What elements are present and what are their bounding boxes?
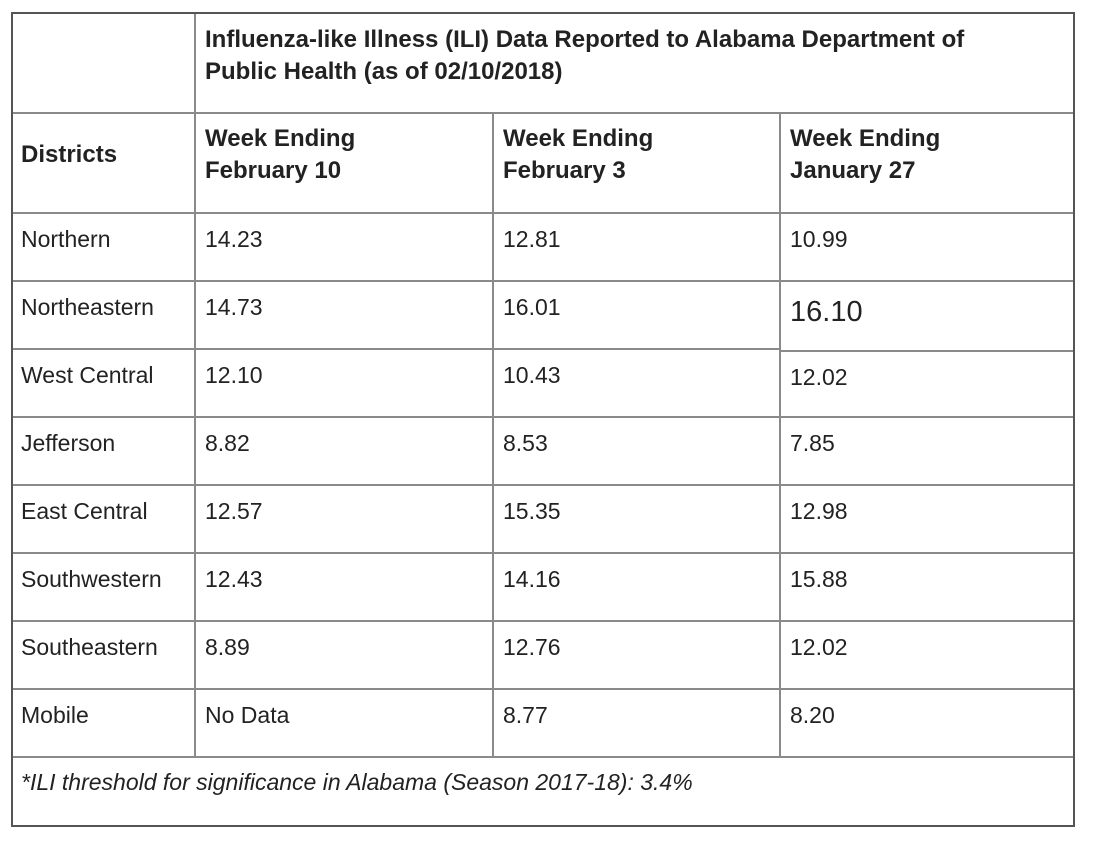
table-cell: 8.77 [503,702,548,728]
row-divider [13,112,195,114]
row-divider [13,416,1073,418]
table-cell: 15.35 [503,498,561,524]
row-divider [195,112,1073,114]
district-name-mobile: Mobile [21,702,89,728]
district-name-west-central: West Central [21,362,154,388]
district-name-jefferson: Jefferson [21,430,116,456]
table-cell: 12.02 [790,364,848,390]
column-divider [492,114,494,756]
column-header-jan27 [790,123,940,187]
column-header-line-2: February 10 [205,157,342,184]
table-cell: No Data [205,702,290,728]
row-divider [13,348,780,350]
table-cell: 12.98 [790,498,848,524]
table-cell: 12.76 [503,634,561,660]
table-cell: 14.16 [503,566,561,592]
row-divider [13,212,1073,214]
district-name-southwestern: Southwestern [21,566,162,592]
row-divider [13,280,1073,282]
column-header-feb10 [205,123,355,187]
row-divider [13,484,1073,486]
column-header-line-1: Week Ending [205,125,356,152]
table-cell: 10.99 [790,226,848,252]
row-divider [13,756,1073,758]
district-name-east-central: East Central [21,498,148,524]
districts-header: Districts [21,141,118,168]
row-divider [780,350,1073,352]
column-header-feb3 [503,123,653,187]
table-title [205,24,964,88]
column-header-line-1: Week Ending [503,125,654,152]
column-header-line-2: February 3 [503,157,626,184]
table-cell: 12.57 [205,498,263,524]
row-divider [13,552,1073,554]
table-cell: 16.01 [503,294,561,320]
column-header-line-2: January 27 [790,157,916,184]
table-cell: 14.73 [205,294,263,320]
table-cell: 15.88 [790,566,848,592]
district-name-southeastern: Southeastern [21,634,158,660]
table-title-line-1: Influenza-like Illness (ILI) Data Reported to Alabama Department of [205,26,965,53]
column-divider [779,114,781,756]
row-divider [13,688,1073,690]
row-divider [13,620,1073,622]
table-title-line-2: Public Health (as of 02/10/2018) [205,58,563,85]
table-cell: 16.10 [790,296,863,328]
table-cell: 14.23 [205,226,263,252]
table-cell: 10.43 [503,362,561,388]
footnote: *ILI threshold for significance in Alabama (Season 2017-18): 3.4% [21,769,693,795]
table-cell: 12.10 [205,362,263,388]
table-cell: 8.89 [205,634,250,660]
table-cell: 12.43 [205,566,263,592]
column-header-line-1: Week Ending [790,125,941,152]
table-cell: 8.53 [503,430,548,456]
table-cell: 7.85 [790,430,835,456]
district-name-northern: Northern [21,226,111,252]
district-name-northeastern: Northeastern [21,294,154,320]
table-cell: 12.02 [790,634,848,660]
table-cell: 8.20 [790,702,835,728]
column-divider [194,14,196,756]
table-cell: 8.82 [205,430,250,456]
table-cell: 12.81 [503,226,561,252]
